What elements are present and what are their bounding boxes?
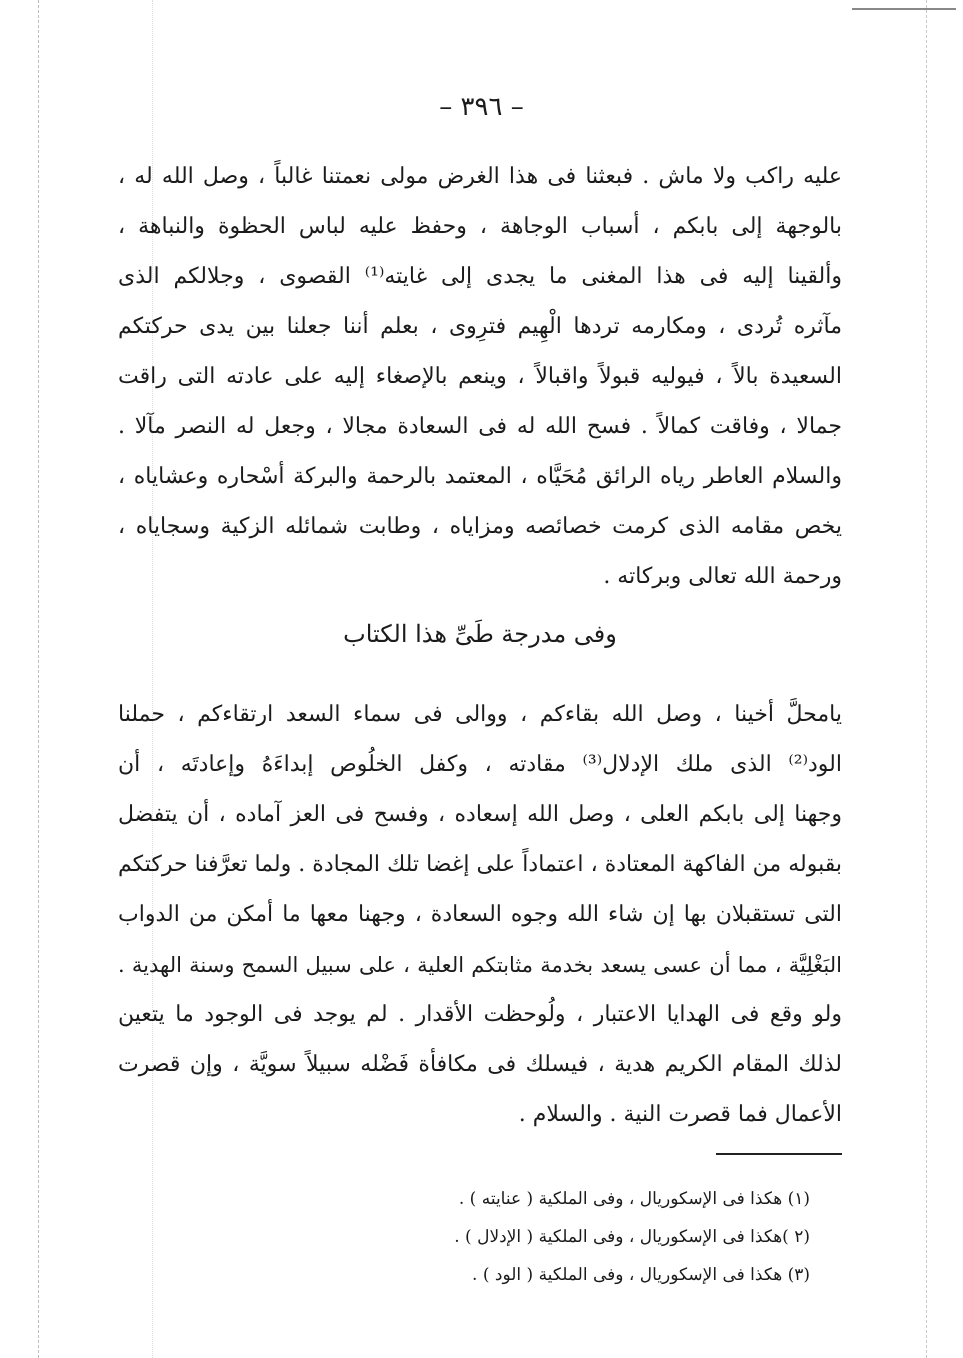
scan-edge-left bbox=[38, 0, 39, 1358]
scan-edge-right bbox=[926, 0, 927, 1358]
text-line: بالوجهة إلى بابكم ، أسباب الوجاهة ، وحفظ عليه لباس الحظوة والنباهة ، bbox=[118, 214, 842, 239]
footnote-1: (١) هكذا فى الإسكوريال ، وفى الملكية ( عنايته ) . bbox=[458, 1189, 810, 1209]
text-line: لذلك المقام الكريم هدية ، فيسلك فى مكافأة فَضْله سبيلاً سويَّة ، وإن قصرت bbox=[118, 1052, 842, 1077]
text-line: جمالا ، وفاقت كمالاً . فسح الله له فى السعادة مجالا ، وجعل له النصر مآلا . bbox=[118, 414, 842, 439]
text-line: بقبوله من الفاكهة المعتادة ، اعتماداً على إغضا تلك المجادة . ولما تعرَّفنا حركتكم bbox=[118, 852, 842, 877]
text-line: عليه راكب ولا ماش . فبعثنا فى هذا الغرض مولى نعمتنا غالباً ، وصل الله له ، bbox=[118, 164, 842, 189]
text-line: السعيدة بالاً ، فيوليه قبولاً واقبالاً ، وينعم بالإصغاء إليه على عادته التى راقت bbox=[118, 364, 842, 389]
text-line: وجهنا إلى بابكم العلى ، وصل الله إسعاده ، وفسح فى العز آماده ، أن يتفضل bbox=[118, 802, 842, 827]
footnote-rule bbox=[716, 1153, 842, 1155]
footnote-2: (٢ )هكذا فى الإسكوريال ، وفى الملكية ( الإدلال ) . bbox=[454, 1227, 810, 1247]
text-line: مآثره تُردى ، ومكارمه تردها الْهِيم فترِوى ، بعلم أننا جعلنا بين يدى حركتكم bbox=[118, 314, 843, 339]
section-heading: وفى مدرجة طَىِّ هذا الكتاب bbox=[343, 620, 617, 648]
footnote-3: (٣) هكذا فى الإسكوريال ، وفى الملكية ( الود ) . bbox=[472, 1265, 810, 1285]
text-line: يخص مقامه الذى كرمت خصائصه ومزاياه ، وطابت شمائله الزكية وسجاياه ، bbox=[118, 514, 842, 539]
text-line: يامحلَّ أخينا ، وصل الله بقاءكم ، ووالى فى سماء السعد ارتقاءكم ، حملنا bbox=[118, 702, 842, 727]
text-line: التى تستقبلان بها إن شاء الله وجوه السعادة ، وجهنا معها ما أمكن من الدواب bbox=[118, 902, 842, 927]
footnotes bbox=[300, 1180, 810, 1294]
letter-body bbox=[118, 152, 842, 602]
second-letter-body bbox=[118, 690, 842, 1140]
corner-rule bbox=[852, 8, 956, 10]
text-line: البَغْلِيَّة ، مما أن عسى يسعد بخدمة مثابتكم العلية ، على سبيل السمح وسنة الهدية . bbox=[118, 953, 842, 977]
text-line: الود⁽²⁾ الذى ملك الإدلال⁽³⁾ مقادته ، وكفل الخلُوص إبداءَهُ وإعادتَه ، أن bbox=[118, 752, 842, 777]
page-number: – ٣٩٦ – bbox=[439, 92, 524, 122]
text-line: والسلام العاطر رياه الرائق مُحَيَّاه ، المعتمد بالرحمة والبركة أسْحاره وعشاياه ، bbox=[118, 464, 842, 489]
text-line: ولو وقع فى الهدايا الاعتبار ، ولُوحظت الأقدار . لم يوجد فى الوجود ما يتعين bbox=[118, 1002, 842, 1027]
text-line: وألقينا إليه فى هذا المغنى ما يجدى إلى غايته⁽¹⁾ القصوى ، وجلالكم الذى bbox=[118, 264, 842, 289]
text-line: الأعمال فما قصرت النية . والسلام . bbox=[518, 1102, 842, 1127]
text-line: ورحمة الله تعالى وبركاته . bbox=[603, 564, 842, 589]
